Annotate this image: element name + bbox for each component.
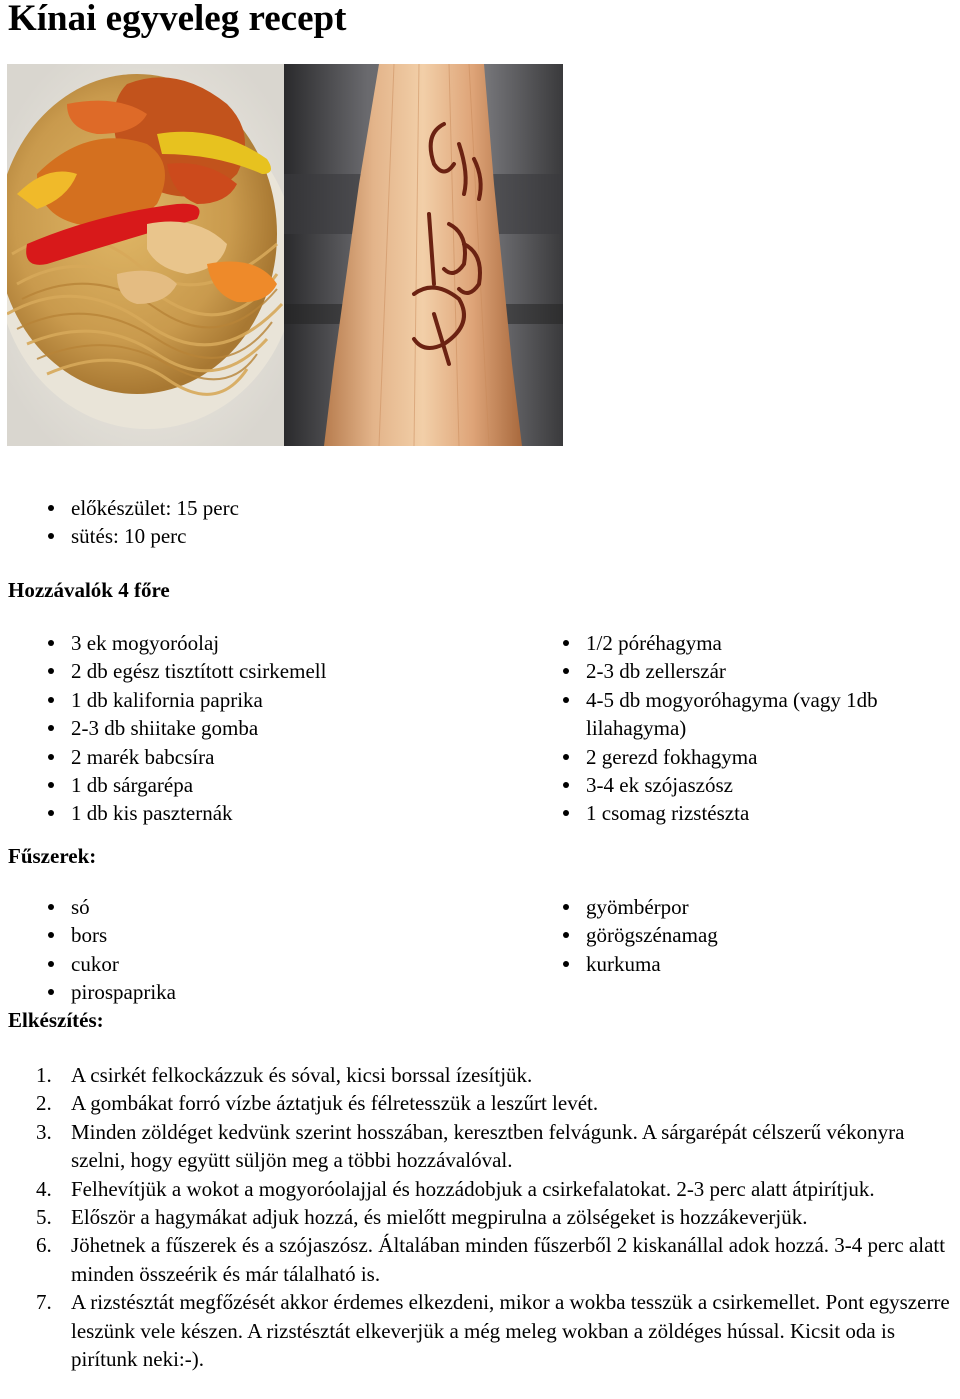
timing-list [8, 494, 508, 551]
list-item: só [8, 893, 518, 921]
list-item: 2 gerezd fokhagyma [523, 743, 948, 771]
step-number: 4. [36, 1176, 52, 1201]
list-item: pirospaprika [8, 978, 518, 1006]
ingredients-heading: Hozzávalók 4 főre [8, 578, 170, 602]
list-item: 2 marék babcsíra [8, 743, 518, 771]
list-item: 3-4 ek szójaszósz [523, 771, 948, 799]
list-item: 1 csomag rizstészta [523, 799, 948, 827]
list-item: 1 db kalifornia paprika [8, 686, 518, 714]
step-item [0, 1061, 960, 1089]
step-text: Először a hagymákat adjuk hozzá, és mielőtt megpirulna a zölségeket is hozzákeverjük. [71, 1205, 808, 1230]
method-steps [0, 1061, 960, 1373]
step-text: A rizstésztát megfőzését akkor érdemes elkezdeni, mikor a wokba tesszük a csirkemellet. Pont egyszerre leszünk vele készen. A rizstésztát elkeverjük a még meleg wokban a zöldéges hússal. Kicsit oda is pirítunk neki:-). [71, 1290, 950, 1372]
step-item [0, 1203, 960, 1231]
step-text: A csirkét felkockázzuk és sóval, kicsi borssal ízesítjük. [71, 1063, 533, 1087]
list-item: előkészület: 15 perc [8, 494, 508, 522]
step-number: 5. [36, 1205, 52, 1230]
step-text: Felhevítjük a wokot a mogyoróolajjal és hozzádobjuk a csirkefalatokat. 2-3 perc alatt átpirítjuk. [71, 1176, 875, 1201]
ingredients-list-right [523, 629, 948, 828]
list-item: cukor [8, 950, 518, 978]
list-item: 4-5 db mogyoróhagyma (vagy 1db lilahagyma) [523, 686, 948, 743]
list-item: 1 db sárgarépa [8, 771, 518, 799]
list-item: sütés: 10 perc [8, 522, 508, 550]
list-item: 2 db egész tisztított csirkemell [8, 657, 518, 685]
list-item: 2-3 db zellerszár [523, 657, 948, 685]
step-number: 1. [36, 1063, 52, 1087]
step-item [0, 1175, 960, 1203]
list-item: 1 db kis paszternák [8, 799, 518, 827]
step-text: A gombákat forró vízbe áztatjuk és félretesszük a leszűrt levét. [71, 1091, 599, 1116]
list-item: görögszénamag [523, 921, 948, 949]
step-text: Minden zöldéget kedvünk szerint hosszában, keresztben felvágunk. A sárgarépát célszerű vékonyra szelni, hogy együtt süljön meg a többi hozzávalóval. [71, 1119, 905, 1173]
list-item: gyömbérpor [523, 893, 948, 921]
list-item: bors [8, 921, 518, 949]
step-number: 7. [36, 1290, 52, 1315]
step-item [0, 1089, 960, 1117]
list-item: 2-3 db shiitake gomba [8, 714, 518, 742]
noodle-dish-photo [7, 64, 286, 446]
step-text: Jöhetnek a fűszerek és a szójaszósz. Általában minden fűszerből 2 kiskanállal adok hozzá. 3-4 perc alatt minden összeérik és már tálalható is. [71, 1233, 946, 1286]
spices-list-right [523, 893, 948, 978]
wooden-pestle-photo [284, 64, 563, 446]
method-heading: Elkészítés: [8, 1008, 104, 1032]
step-number: 2. [36, 1091, 52, 1116]
step-item [0, 1288, 960, 1373]
step-item [0, 1118, 960, 1175]
step-item [0, 1231, 960, 1288]
step-number: 6. [36, 1233, 52, 1258]
list-item: 3 ek mogyoróolaj [8, 629, 518, 657]
list-item: 1/2 póréhagyma [523, 629, 948, 657]
spices-heading: Fűszerek: [8, 844, 97, 868]
page-title: Kínai egyveleg recept [8, 0, 347, 39]
ingredients-list-left [8, 629, 518, 828]
step-number: 3. [36, 1119, 52, 1144]
list-item: kurkuma [523, 950, 948, 978]
spices-list-left [8, 893, 518, 1007]
